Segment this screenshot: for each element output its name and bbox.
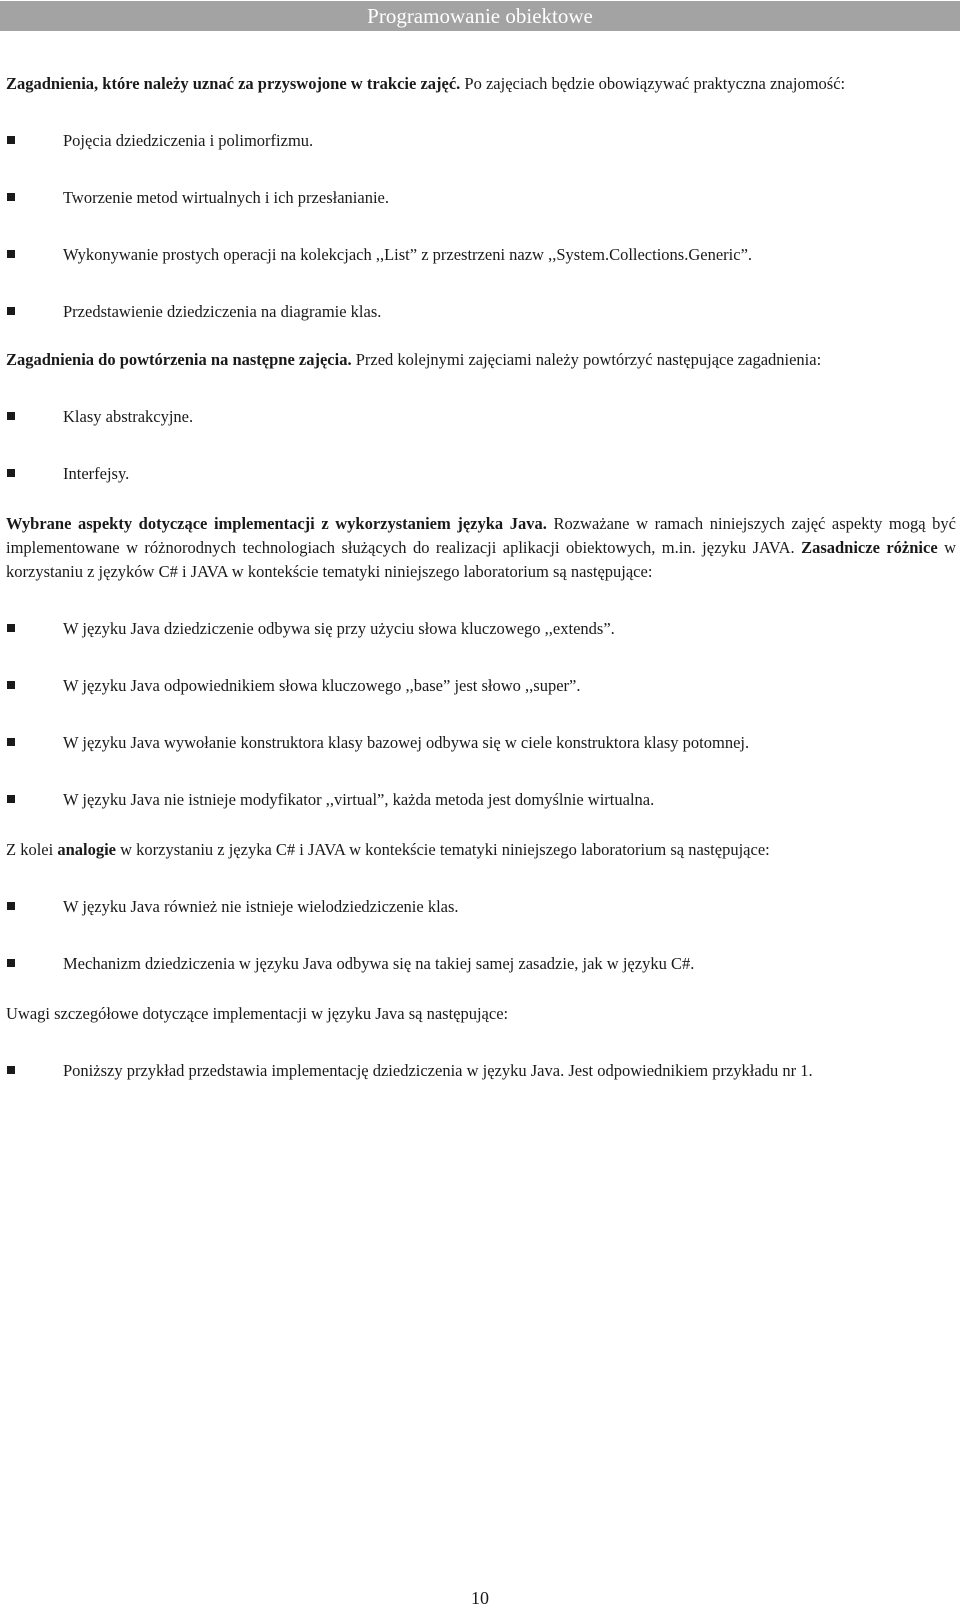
list-item [6, 186, 956, 210]
list-item-text: Wykonywanie prostych operacji na kolekcjach ,,List” z przestrzeni nazw ,,System.Collections.Generic”. [63, 245, 753, 264]
list-item [6, 1059, 956, 1083]
square-bullet-icon [7, 738, 15, 746]
section-java-aspects-heading: Wybrane aspekty dotyczące implementacji z wykorzystaniem języka Java. [6, 514, 547, 533]
analogies-list [6, 895, 956, 976]
list-item [6, 788, 956, 812]
list-item [6, 952, 956, 976]
section-learned-topics-intro [6, 72, 956, 96]
square-bullet-icon [7, 193, 15, 201]
section-analogies-text-1: Z kolei [6, 840, 58, 859]
review-topics-list [6, 405, 956, 486]
square-bullet-icon [7, 307, 15, 315]
list-item [6, 895, 956, 919]
list-item [6, 129, 956, 153]
section-analogies-label: analogie [57, 840, 116, 859]
square-bullet-icon [7, 412, 15, 420]
section-analogies-text-2: w korzystaniu z języka C# i JAVA w kontekście tematyki niniejszego laboratorium są następujące: [116, 840, 770, 859]
section-learned-topics-text: Po zajęciach będzie obowiązywać praktyczna znajomość: [460, 74, 846, 93]
list-item-text: Pojęcia dziedziczenia i polimorfizmu. [63, 131, 314, 150]
section-analogies-intro [6, 838, 956, 862]
page-number: 10 [471, 1588, 489, 1608]
document-body [6, 72, 956, 1083]
section-review-topics-text: Przed kolejnymi zajęciami należy powtórzyć następujące zagadnienia: [351, 350, 822, 369]
details-list [6, 1059, 956, 1083]
square-bullet-icon [7, 795, 15, 803]
list-item-text: Przedstawienie dziedziczenia na diagramie klas. [63, 302, 382, 321]
list-item [6, 243, 956, 267]
square-bullet-icon [7, 959, 15, 967]
section-java-aspects-intro [6, 512, 956, 584]
square-bullet-icon [7, 681, 15, 689]
section-java-aspects-differences-label: Zasadnicze różnice [801, 538, 938, 557]
section-java-aspects-text-2: w korzystaniu z języków C# i JAVA w kontekście tematyki niniejszego laboratorium są następujące: [6, 538, 956, 581]
list-item-text: Tworzenie metod wirtualnych i ich przesłanianie. [63, 188, 389, 207]
learned-topics-list [6, 129, 956, 324]
square-bullet-icon [7, 1066, 15, 1074]
square-bullet-icon [7, 250, 15, 258]
section-review-topics-intro [6, 348, 956, 372]
list-item-text: W języku Java dziedziczenie odbywa się przy użyciu słowa kluczowego ,,extends”. [63, 619, 615, 638]
list-item [6, 405, 956, 429]
square-bullet-icon [7, 469, 15, 477]
differences-list [6, 617, 956, 812]
section-review-topics-heading: Zagadnienia do powtórzenia na następne zajęcia. [6, 350, 352, 369]
list-item-text: Poniższy przykład przedstawia implementację dziedziczenia w języku Java. Jest odpowiednikiem przykładu nr 1. [63, 1061, 813, 1080]
list-item-text: W języku Java nie istnieje modyfikator ,,virtual”, każda metoda jest domyślnie wirtualna. [63, 790, 655, 809]
page-header [0, 1, 960, 31]
list-item-text: Klasy abstrakcyjne. [63, 407, 194, 426]
square-bullet-icon [7, 624, 15, 632]
section-details-intro: Uwagi szczegółowe dotyczące implementacji w języku Java są następujące: [6, 1004, 509, 1023]
list-item [6, 731, 956, 755]
list-item-text: W języku Java również nie istnieje wielodziedziczenie klas. [63, 897, 459, 916]
list-item [6, 674, 956, 698]
list-item-text: W języku Java odpowiednikiem słowa kluczowego ,,base” jest słowo ,,super”. [63, 676, 581, 695]
section-learned-topics-heading: Zagadnienia, które należy uznać za przyswojone w trakcie zajęć. [6, 74, 461, 93]
list-item [6, 617, 956, 641]
square-bullet-icon [7, 136, 15, 144]
square-bullet-icon [7, 902, 15, 910]
page-header-title: Programowanie obiektowe [367, 4, 593, 28]
list-item-text: W języku Java wywołanie konstruktora klasy bazowej odbywa się w ciele konstruktora klasy potomnej. [63, 733, 750, 752]
list-item-text: Mechanizm dziedziczenia w języku Java odbywa się na takiej samej zasadzie, jak w języku C#. [63, 954, 695, 973]
section-java-aspects-text-1: Rozważane w ramach niniejszych zajęć aspekty mogą być implementowane w różnorodnych technologiach służących do realizacji aplikacji obiektowych, m.in. języku JAVA. [6, 514, 956, 557]
list-item [6, 300, 956, 324]
list-item [6, 462, 956, 486]
list-item-text: Interfejsy. [63, 464, 130, 483]
